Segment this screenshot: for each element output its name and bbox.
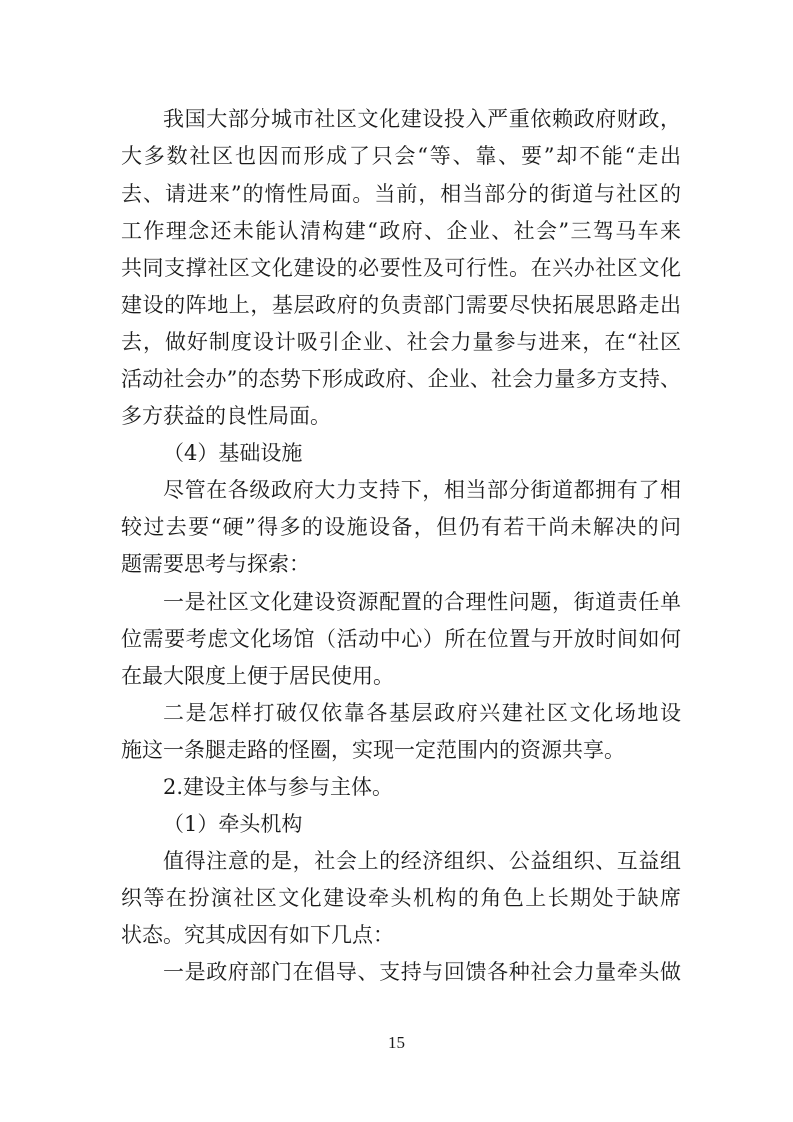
paragraph-line: 织等在扮演社区文化建设牵头机构的角色上长期处于缺席 bbox=[121, 886, 681, 910]
paragraph-line: 一是政府部门在倡导、支持与回馈各种社会力量牵头做 bbox=[163, 960, 681, 984]
section-heading: （4）基础设施 bbox=[163, 441, 303, 465]
paragraph-line: 大多数社区也因而形成了只会“等、靠、要”却不能“走出 bbox=[121, 144, 681, 168]
paragraph-line: 状态。究其成因有如下几点： bbox=[121, 923, 394, 947]
paragraph-line: 一是社区文化建设资源配置的合理性问题，街道责任单 bbox=[163, 590, 681, 614]
paragraph-line: 尽管在各级政府大力支持下，相当部分街道都拥有了相 bbox=[163, 478, 681, 502]
paragraph-line: 二是怎样打破仅依靠各基层政府兴建社区文化场地设 bbox=[163, 701, 681, 725]
paragraph-line: 多方获益的良性局面。 bbox=[121, 404, 331, 428]
section-heading: （1）牵头机构 bbox=[163, 812, 303, 836]
section-heading: 2.建设主体与参与主体。 bbox=[163, 775, 394, 799]
paragraph-line: 较过去要“硬”得多的设施设备，但仍有若干尚未解决的问 bbox=[121, 515, 681, 539]
page-number: 15 bbox=[388, 1033, 405, 1052]
paragraph-line: 题需要思考与探索： bbox=[121, 552, 310, 576]
paragraph-line: 共同支撑社区文化建设的必要性及可行性。在兴办社区文化 bbox=[121, 256, 681, 280]
paragraph-line: 我国大部分城市社区文化建设投入严重依赖政府财政， bbox=[163, 107, 681, 131]
paragraph-line: 值得注意的是，社会上的经济组织、公益组织、互益组 bbox=[163, 849, 681, 873]
paragraph-line: 工作理念还未能认清构建“政府、企业、社会”三驾马车来 bbox=[121, 219, 681, 243]
paragraph-line: 建设的阵地上，基层政府的负责部门需要尽快拓展思路走出 bbox=[121, 293, 681, 317]
paragraph-line: 活动社会办”的态势下形成政府、企业、社会力量多方支持、 bbox=[121, 367, 681, 391]
paragraph-line: 施这一条腿走路的怪圈，实现一定范围内的资源共享。 bbox=[121, 738, 625, 762]
paragraph-line: 去、请进来”的惰性局面。当前，相当部分的街道与社区的 bbox=[121, 182, 681, 206]
paragraph-line: 去，做好制度设计吸引企业、社会力量参与进来，在“社区 bbox=[121, 330, 681, 354]
paragraph-line: 在最大限度上便于居民使用。 bbox=[121, 664, 394, 688]
paragraph-line: 位需要考虑文化场馆（活动中心）所在位置与开放时间如何 bbox=[121, 627, 681, 651]
